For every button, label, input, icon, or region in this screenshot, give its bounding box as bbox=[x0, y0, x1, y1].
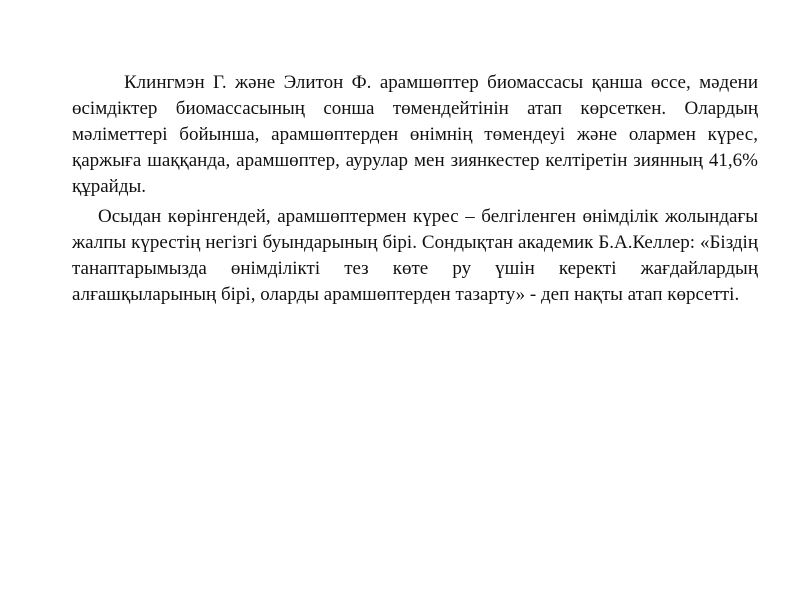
body-text bbox=[72, 70, 758, 308]
paragraph-2: Осыдан көрінгендей, арамшөптермен күрес – белгіленген өнімділік жолындағы жалпы күрестің негізгі буындарының бірі. Сондықтан академик Б.А.Келлер: «Біздің танаптарымызда өнімділікті тез көте ру үшін керекті жағдайлардың алғашқыларының бірі, оларды арамшөптерден тазарту» - деп нақты атап көрсетті. bbox=[72, 206, 758, 305]
paragraph-1: Клингмэн Г. және Элитон Ф. арамшөптер биомассасы қанша өссе, мәдени өсімдіктер биомассасының сонша төмендейтінін атап көрсеткен. Олардың мәліметтері бойынша, арамшөптерден өнімнің төмендеуі және олармен күрес, қаржыға шаққанда, арамшөптер, аурулар мен зиянкестер келтіретін зиянның 41,6% құрайды. bbox=[72, 72, 758, 197]
